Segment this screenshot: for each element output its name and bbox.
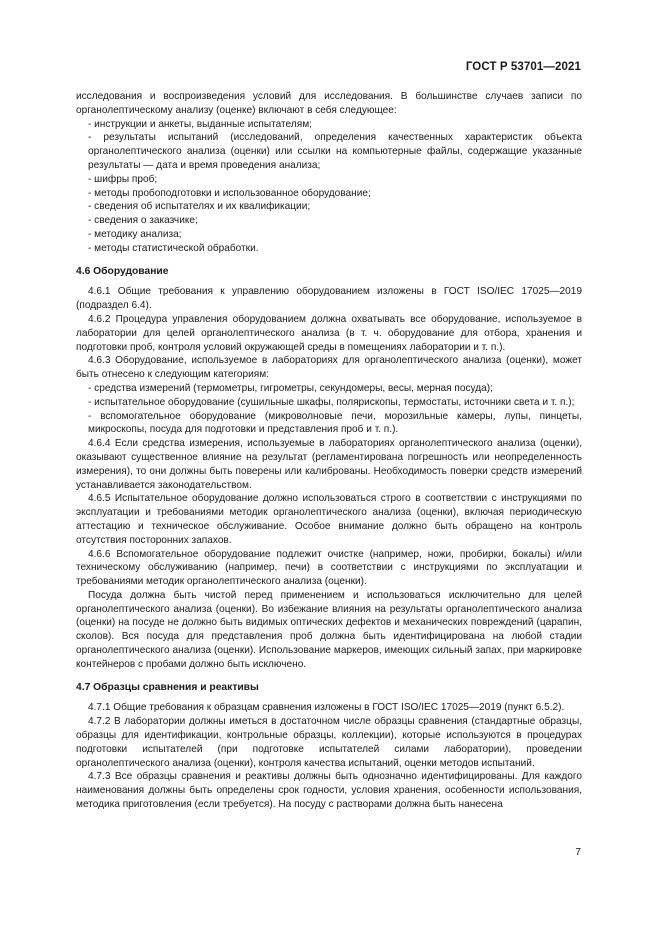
intro-paragraph: исследования и воспроизведения условий для исследования. В большинстве случаев записи по органолептическому анализу (оценке) включают в себя следующее: [76, 91, 582, 116]
paragraph-4-6-2: 4.6.2 Процедура управления оборудованием должна охватывать все оборудование, используемое в лаборатории для целей органолептического анализа (в т. ч. оборудование для отбора, хранения и подготовки проб, контроля условий окружающей среды в помещениях лаборатории и т. п.). [76, 313, 582, 353]
paragraph-4-7-1: 4.7.1 Общие требования к образцам сравнения изложены в ГОСТ ISO/IEC 17025—2019 (пункт 6.5.2). [88, 702, 565, 714]
paragraph-dishware: Посуда должна быть чистой перед применением и использоваться исключительно для целей органолептического анализа (оценки). Во избежание влияния на результаты органолептического анализа (оценки) на посуде не должно быть видимых оптических дефектов и механических повреждений (царапин, сколов). Вся посуда для представления проб должна быть идентифицирована на любой стадии органолептического анализа (оценки). Использование маркеров, имеющих сильный запах, при маркировке контейнеров с пробами должно быть исключено. [76, 589, 582, 670]
paragraph-4-6-6: 4.6.6 Вспомогательное оборудование подлежит очистке (например, ножи, пробирки, бокалы) и/или техническому обслуживанию (например, печи) в соответствии с инструкциями по эксплуатации и требованиями методик органолептического анализа (оценки). [76, 548, 582, 588]
paragraph-4-6-4: 4.6.4 Если средства измерения, используемые в лабораториях органолептического анализа (оценки), оказывают существенное влияние на результат (регламентирована погрешность или неопределенность измерения), то они должны быть поверены или калиброваны. Необходимость поверки средств измерений устанавливается законодательством. [76, 438, 582, 491]
list-item: - результаты испытаний (исследований, определения качественных характеристик объекта органолептического анализа (оценки) или ссылки на компьютерные файлы, содержащие указанные результаты — дата и время проведения анализа; [88, 132, 582, 171]
document-body [76, 90, 582, 812]
list-item: - инструкции и анкеты, выданные испытателям; [88, 118, 312, 130]
paragraph-4-6-1: 4.6.1 Общие требования к управлению оборудованием изложены в ГОСТ ISO/IEC 17025—2019 (подраздел 6.4). [76, 286, 582, 312]
list-item: - методику анализа; [88, 228, 182, 240]
paragraph-4-6-5: 4.6.5 Испытательное оборудование должно использоваться строго в соответствии с инструкциями по эксплуатации и требованиями методик органолептического анализа (оценки), включая периодическую аттестацию и техническое обслуживание. Особое внимание должно быть обращено на контроль отсутствия посторонних запахов. [76, 493, 582, 546]
paragraph-4-6-3: 4.6.3 Оборудование, используемое в лабораториях для органолептического анализа (оценки), может быть отнесено к следующим категориям: [76, 355, 582, 381]
page-number: 7 [575, 847, 581, 858]
paragraph-4-7-3: 4.7.3 Все образцы сравнения и реактивы должны быть однозначно идентифицированы. Для каждого наименования должны быть определены срок годности, условия хранения, особенности использования, методика приготовления (если требуется). На посуду с растворами должна быть нанесена [76, 771, 582, 811]
document-code: ГОСТ Р 53701—2021 [465, 61, 581, 73]
list-item: - методы пробоподготовки и использованное оборудование; [88, 187, 371, 199]
list-item: - вспомогательное оборудование (микроволновые печи, морозильные камеры, лупы, пинцеты, микроскопы, посуда для подготовки и представления проб и т. п.). [88, 410, 582, 436]
section-heading-4-7: 4.7 Образцы сравнения и реактивы [76, 681, 259, 693]
list-item: - шифры проб; [88, 173, 158, 185]
list-item: - сведения о заказчике; [88, 215, 198, 227]
paragraph-4-7-2: 4.7.2 В лаборатории должны иметься в достаточном числе образцы сравнения (стандартные образцы, образцы для идентификации, контрольные образцы, коллекции), которые используются в процедурах подготовки испытателей (при подготовке испытателей силами лаборатории), проведении органолептического анализа (оценки), контроля качества испытаний, оценки методов испытаний. [76, 716, 582, 769]
list-item: - сведения об испытателях и их квалификации; [88, 201, 311, 213]
list-item: - средства измерений (термометры, гигрометры, секундомеры, весы, мерная посуда); [88, 382, 493, 394]
section-heading-4-6: 4.6 Оборудование [76, 265, 169, 277]
list-item: - методы статистической обработки. [88, 242, 259, 254]
list-item: - испытательное оборудование (сушильные шкафы, поляриcкопы, термостаты, источники света и т. п.); [88, 396, 575, 408]
